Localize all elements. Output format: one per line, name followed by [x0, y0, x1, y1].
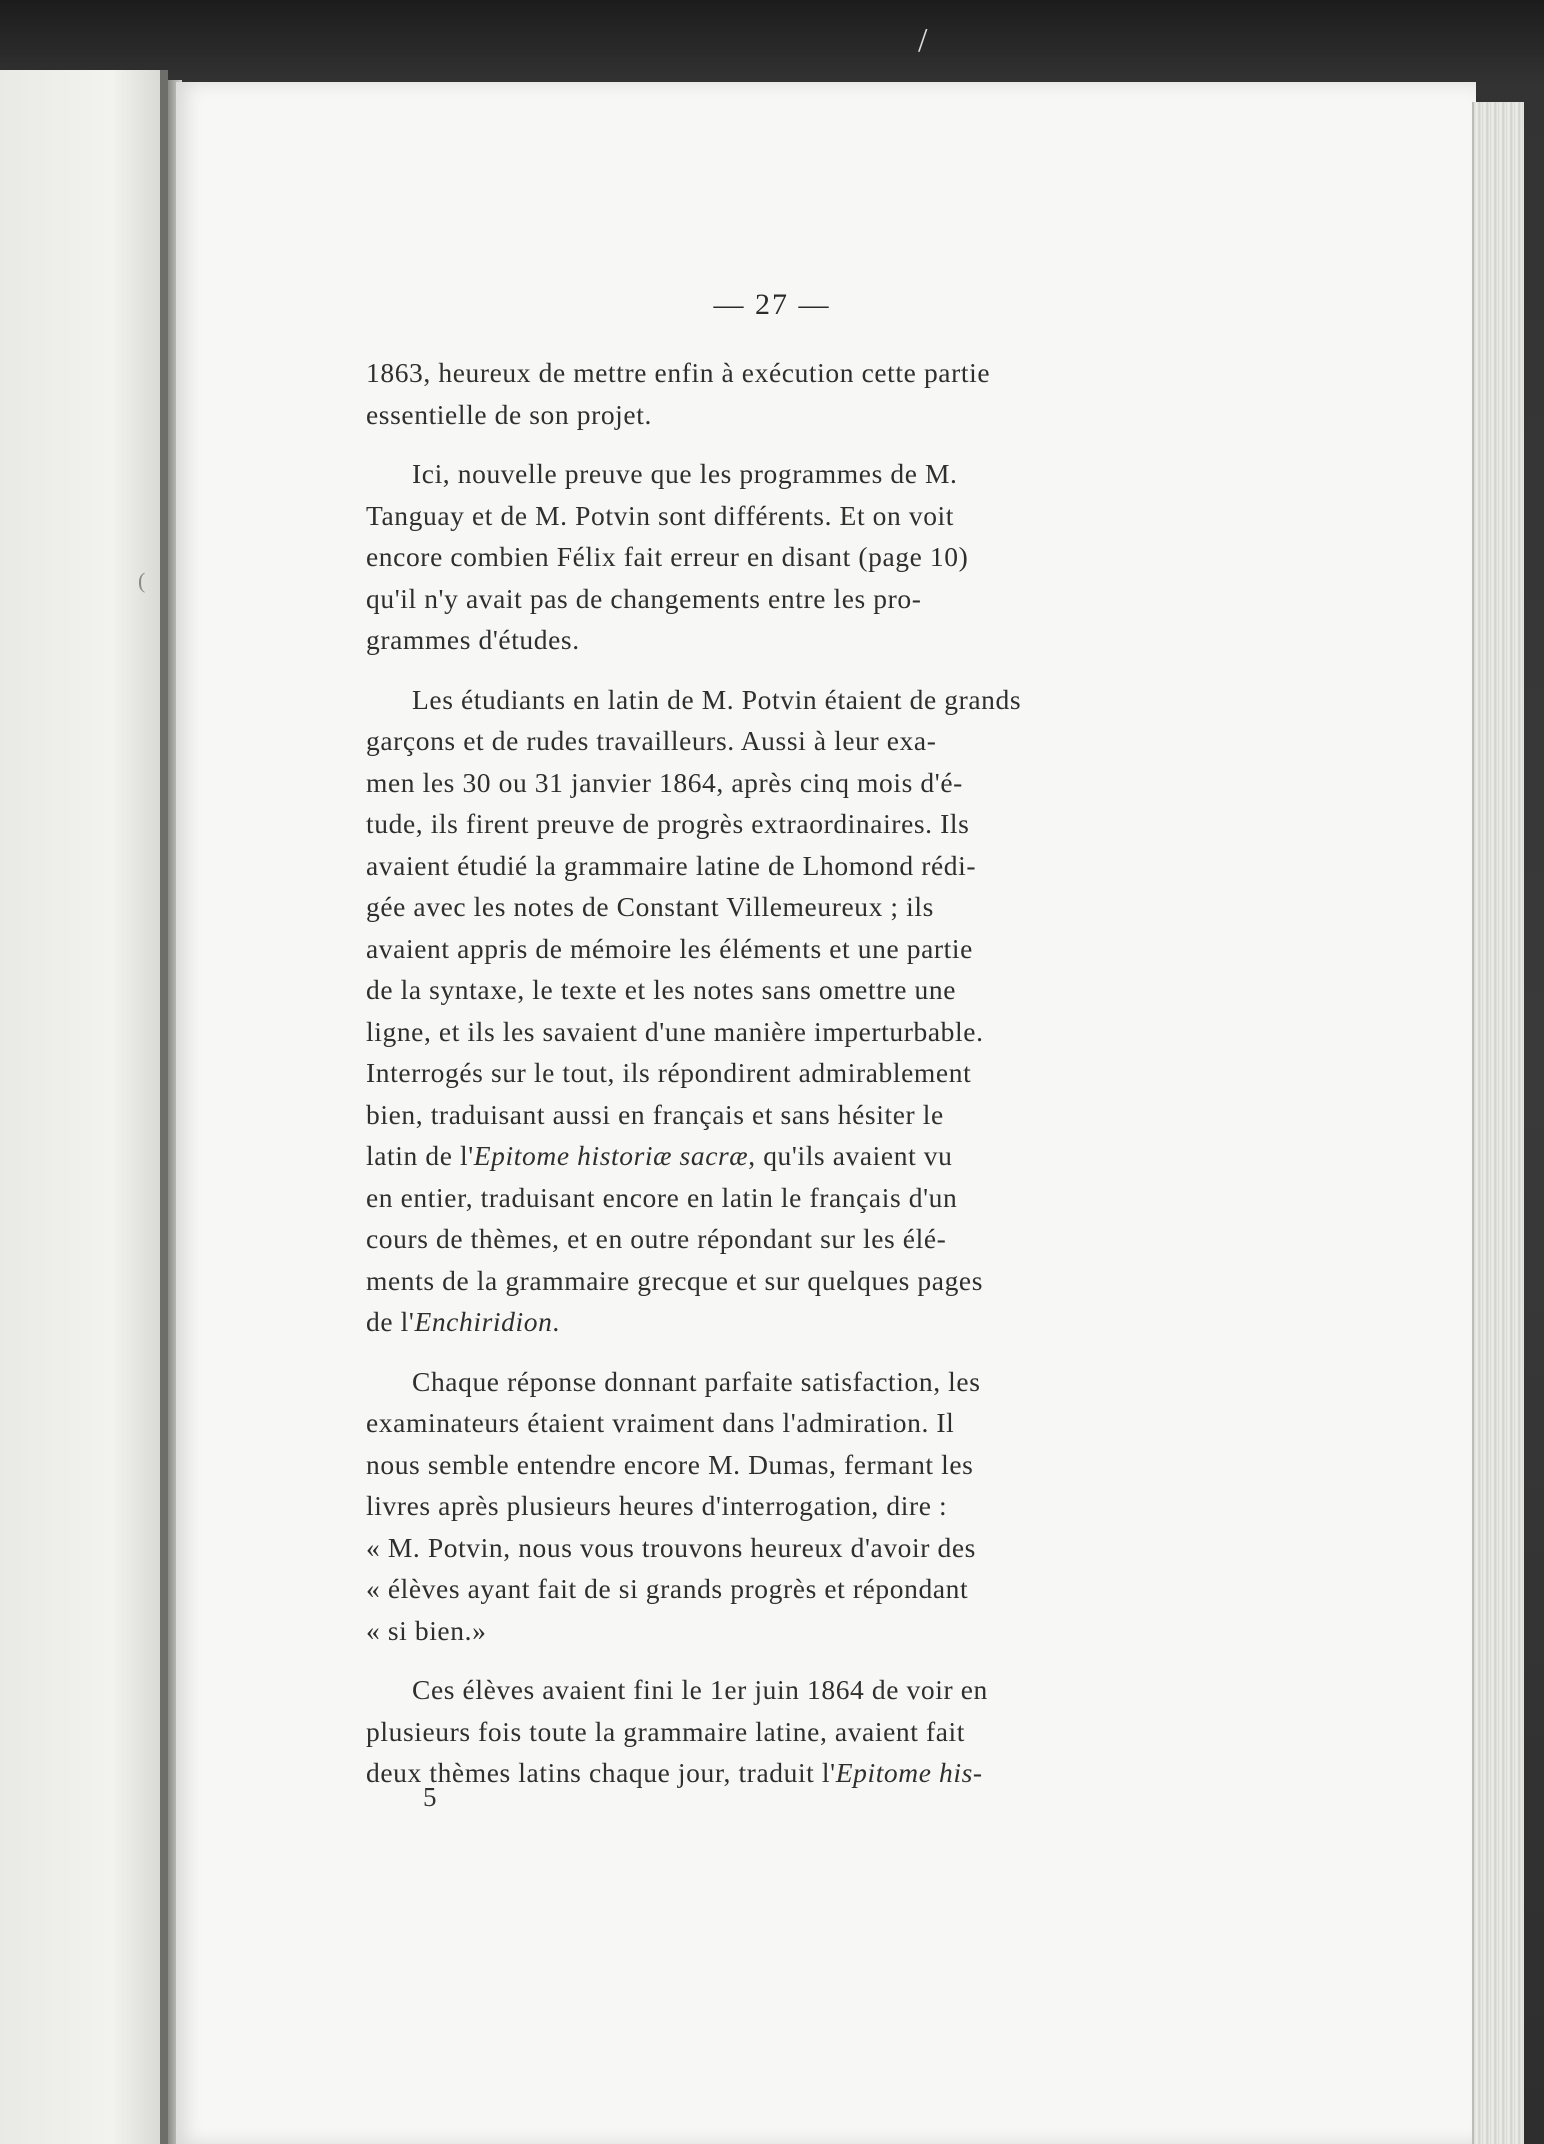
text-line: « si bien.»	[366, 1614, 487, 1646]
text-line: garçons et de rudes travailleurs. Aussi à leur exa-	[366, 725, 937, 756]
paragraph-2	[366, 453, 1166, 661]
paragraph-3	[366, 679, 1166, 1343]
text-line: « M. Potvin, nous vous trouvons heureux d'avoir des	[366, 1531, 976, 1563]
body-text	[366, 352, 1166, 1812]
text-line: encore combien Félix fait erreur en disant (page 10)	[366, 541, 969, 572]
text-line-with-title	[366, 1135, 1166, 1177]
text-line: men les 30 ou 31 janvier 1864, après cinq mois d'é-	[366, 766, 963, 798]
text-fragment: deux thèmes latins chaque jour, traduit l'	[366, 1757, 836, 1788]
text-line: ments de la grammaire grecque et sur quelques pages	[366, 1264, 984, 1296]
text-line: avaient appris de mémoire les éléments et une partie	[366, 932, 973, 964]
text-fragment: latin de l'	[366, 1140, 474, 1171]
text-line: Tanguay et de M. Potvin sont différents. Et on voit	[366, 499, 955, 531]
text-line: examinateurs étaient vraiment dans l'admiration. Il	[366, 1407, 955, 1438]
book-title-epitome-continued: Epitome his-	[835, 1757, 983, 1788]
paragraph-5	[366, 1669, 1166, 1794]
text-fragment: de l'	[366, 1306, 415, 1337]
scan-artifact-mark: /	[918, 22, 928, 59]
text-line: 1863, heureux de mettre enfin à exécution cette partie	[366, 357, 991, 388]
text-line-with-title	[366, 1301, 1166, 1343]
text-line: nous semble entendre encore M. Dumas, fermant les	[366, 1448, 974, 1480]
text-line: bien, traduisant aussi en français et sans hésiter le	[366, 1098, 944, 1130]
text-line: gée avec les notes de Constant Villemeureux ; ils	[366, 891, 934, 922]
book-title-enchiridion: Enchiridion	[414, 1306, 553, 1337]
text-line: en entier, traduisant encore en latin le français d'un	[366, 1181, 958, 1213]
signature-mark: 5	[423, 1782, 437, 1812]
text-line: plusieurs fois toute la grammaire latine, avaient fait	[366, 1715, 966, 1747]
margin-mark: (	[138, 568, 146, 593]
text-line: Interrogés sur le tout, ils répondirent admirablement	[366, 1057, 972, 1088]
text-line: tude, ils firent preuve de progrès extraordinaires. Ils	[366, 808, 970, 839]
paragraph-4	[366, 1361, 1166, 1652]
text-line: avaient étudié la grammaire latine de Lhomond rédi-	[366, 849, 977, 881]
book-title-epitome: Epitome historiæ sacræ	[473, 1140, 749, 1171]
text-line: livres après plusieurs heures d'interrogation, dire :	[366, 1490, 948, 1521]
text-line: qu'il n'y avait pas de changements entre les pro-	[366, 582, 922, 614]
left-page-edge	[0, 70, 168, 2144]
text-line: grammes d'études.	[366, 624, 580, 655]
page-number: — 27 —	[713, 288, 831, 321]
text-line: « élèves ayant fait de si grands progrès et répondant	[366, 1573, 969, 1604]
page-edges	[1472, 102, 1524, 2144]
text-fragment: , qu'ils avaient vu	[748, 1140, 953, 1171]
text-fragment: .	[552, 1306, 560, 1337]
text-line: Ces élèves avaient fini le 1er juin 1864 de voir en	[412, 1674, 988, 1705]
text-line: cours de thèmes, et en outre répondant sur les élé-	[366, 1223, 947, 1254]
text-line: Les étudiants en latin de M. Potvin étaient de grands	[412, 683, 1022, 715]
text-line: ligne, et ils les savaient d'une manière imperturbable.	[366, 1015, 984, 1047]
text-line-with-title	[366, 1752, 1166, 1794]
paragraph-1	[366, 352, 1166, 435]
text-line: Chaque réponse donnant parfaite satisfaction, les	[412, 1365, 981, 1397]
text-line: de la syntaxe, le texte et les notes sans omettre une	[366, 974, 957, 1005]
text-line: essentielle de son projet.	[366, 398, 652, 430]
text-line: Ici, nouvelle preuve que les programmes de M.	[412, 458, 958, 489]
